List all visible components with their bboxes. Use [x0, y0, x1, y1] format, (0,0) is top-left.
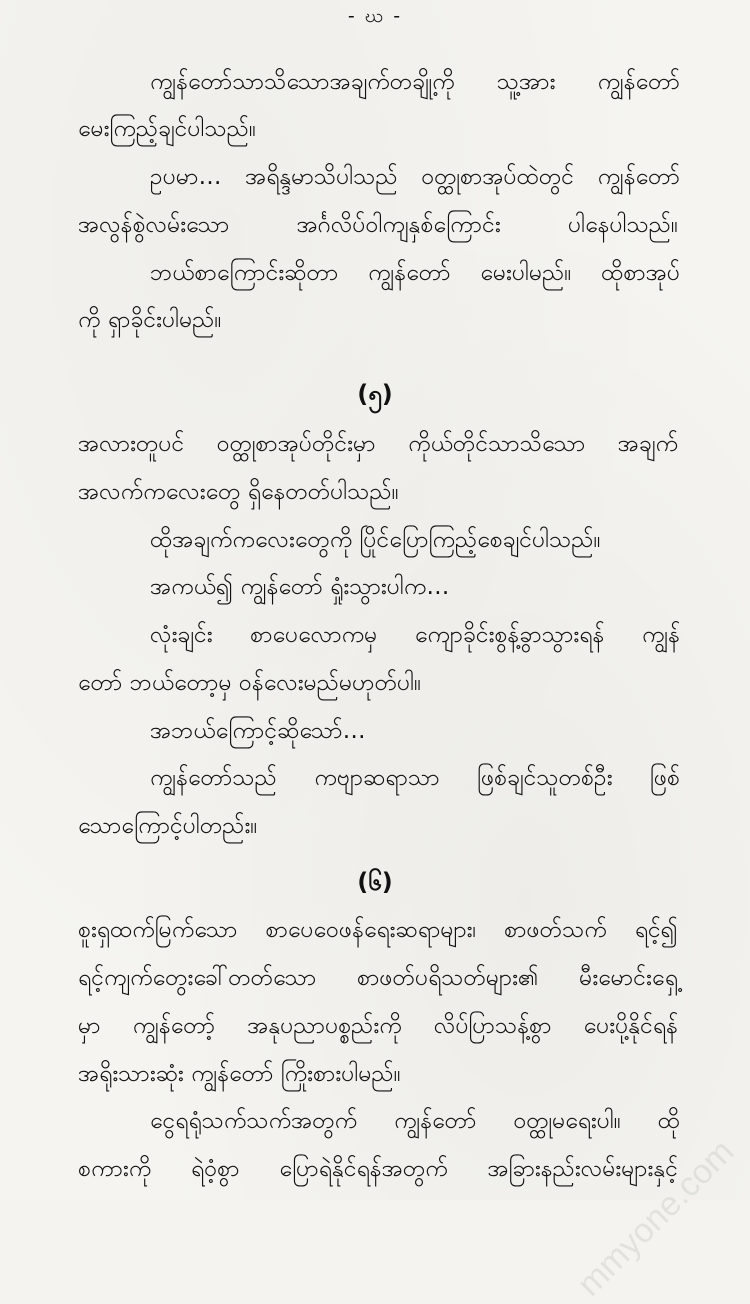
paragraph-line: ထိုအချက်ကလေးတွေကို ပြိုင်ပြောကြည့်စေချင်ပါသည်။ — [150, 527, 601, 553]
paragraph-line: စူးရှထက်မြက်သော စာပေဝေဖန်ရေးဆရာများ၊ စာဖတ်သက် ရင့်၍ — [78, 917, 678, 943]
paragraph-line: လုံးချင်း စာပေလောကမှ ကျောခိုင်းစွန့်ခွာသွားရန် ကျွန် — [150, 622, 680, 648]
paragraph-line: အကယ်၍ ကျွန်တော် ရှုံးသွားပါက… — [150, 574, 450, 600]
paragraph-line: အလားတူပင် ဝတ္ထုစာအုပ်တိုင်းမှာ ကိုယ်တိုင်သာသိသော အချက် — [78, 431, 678, 457]
paragraph-line: ရင့်ကျက်တွေးခေါ်တတ်သော စာဖတ်ပရိသတ်များ၏ မီးမောင်းရှေ့ — [78, 965, 678, 991]
paragraph-line: တော် ဘယ်တော့မှ ဝန်လေးမည်မဟုတ်ပါ။ — [78, 670, 422, 696]
paragraph-line: မေးကြည့်ချင်ပါသည်။ — [78, 116, 256, 142]
paragraph-line: အလက်ကလေးတွေ ရှိနေတတ်ပါသည်။ — [78, 479, 399, 505]
paragraph-line: သောကြောင့်ပါတည်း။ — [78, 813, 258, 839]
paragraph-line: အရိုးသားဆုံး ကျွန်တော် ကြိုးစားပါမည်။ — [78, 1061, 401, 1087]
page-number: - ဃ - — [347, 5, 403, 27]
section-heading-5: (၅) — [357, 380, 393, 408]
paragraph-line: ဘယ်စာကြောင်းဆိုတာ ကျွန်တော် မေးပါမည်။ ထိုစာအုပ် — [150, 260, 680, 286]
paragraph-line: ကျွန်တော်သာသိသောအချက်တချို့ကို သူ့အား ကျွန်တော် — [150, 69, 680, 95]
paragraph-line: အဘယ်ကြောင့်ဆိုသော်… — [150, 718, 366, 744]
paragraph-line: ငွေရရုံသက်သက်အတွက် ကျွန်တော် ဝတ္ထုမရေးပါ။ ထို — [150, 1108, 680, 1134]
paragraph-line: စကားကို ရဲဝံ့စွာ ပြောရဲနိုင်ရန်အတွက် အခြားနည်းလမ်းများနှင့် — [78, 1156, 678, 1182]
watermark: mmyone.com — [570, 1132, 742, 1304]
paragraph-line: အလွန်စွဲလမ်းသော အင်္ဂလိပ်ဝါကျနှစ်ကြောင်း ပါနေပါသည်။ — [78, 212, 678, 238]
paragraph-line: ကျွန်တော်သည် ကဗျာဆရာသာ ဖြစ်ချင်သူတစ်ဦး ဖြစ် — [150, 765, 680, 791]
paragraph-line: ကို ရှာခိုင်းပါမည်။ — [78, 307, 222, 333]
paragraph-line: ဥပမာ… အရိန္ဒမာသိပါသည် ဝတ္ထုစာအုပ်ထဲတွင် ကျွန်တော် — [150, 164, 680, 190]
paragraph-line: မှာ ကျွန်တော့် အနုပညာပစ္စည်းကို လိပ်ပြာသန့်စွာ ပေးပို့နိုင်ရန် — [78, 1013, 678, 1039]
section-heading-6: (၆) — [357, 868, 393, 896]
